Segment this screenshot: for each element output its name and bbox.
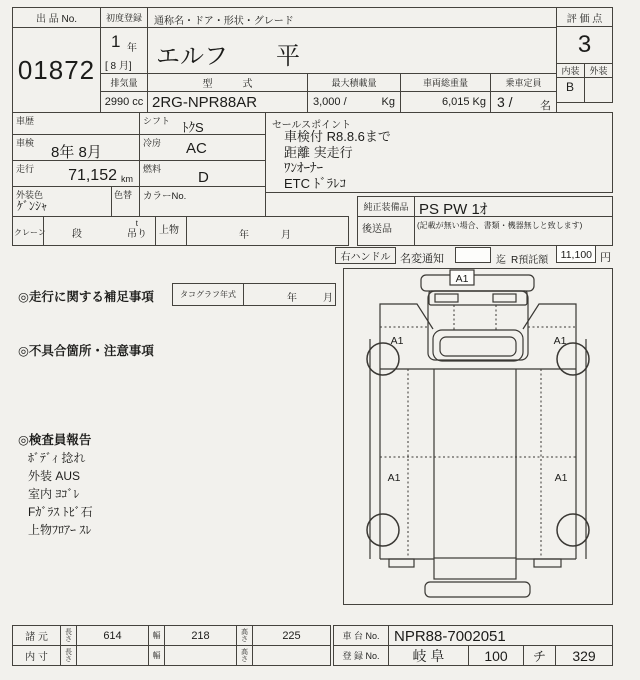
damage-mark-a1: A1 [554, 472, 568, 484]
mileage-note-heading: ◎走行に関する補足事項 [18, 290, 154, 304]
fuel-label: 燃料 [143, 164, 162, 174]
color-no-label: カラーNo. [143, 191, 187, 202]
superstructure-month-label: 月 [281, 230, 291, 241]
damage-mark-a1: A1 [390, 335, 404, 347]
interior-label: 内装 [556, 63, 585, 78]
inspector-report-item: ﾎﾞﾃﾞｨ 捻れ [28, 451, 86, 465]
interior-grade-cell [556, 77, 585, 103]
aircon-cell [139, 134, 266, 161]
truck-top-view [344, 269, 612, 604]
length-label-cell [60, 625, 77, 646]
capacity-value: 3 / [497, 94, 513, 110]
sales-point-line: ETC ﾄﾞﾗﾚｺ [284, 175, 347, 191]
mileage-value: 71,152 [68, 167, 117, 184]
steering-badge: 右ハンドル [335, 247, 396, 264]
tachograph-label: タコグラフ年式 [173, 284, 244, 305]
capacity-unit: 名 [540, 100, 551, 112]
first-registration-label: 初度登録 [100, 7, 148, 28]
sales-point-line: 距離 実走行 [284, 144, 353, 160]
first-registration-year-unit: 年 [127, 43, 137, 54]
tachograph-month-label: 月 [323, 293, 333, 304]
yen-label: 円 [600, 252, 611, 264]
vehicle-name-label: 通称名・ドア・形状・グレード [154, 16, 294, 27]
capacity-label: 乗車定員 [490, 73, 557, 92]
shift-value: ﾄｸS [182, 120, 204, 135]
height-label-cell [236, 645, 253, 666]
damage-mark-a1: A1 [387, 472, 401, 484]
tachograph-year-label: 年 [287, 293, 297, 304]
spec-length-value: 614 [76, 625, 149, 646]
model-code-value: 2RG-NPR88AR [152, 94, 258, 111]
exterior-color-cell [12, 186, 112, 217]
crane-cell [12, 216, 44, 246]
inspection-label: 車検 [16, 138, 35, 148]
sales-points-label: セールスポイント [272, 120, 352, 131]
max-load-unit: Kg [381, 96, 395, 108]
recycle-deposit-label: R預託額 [511, 255, 549, 266]
inner-length-value [76, 645, 149, 666]
exterior-label: 外装 [584, 63, 613, 78]
max-load-value: 3,000 / [313, 96, 347, 108]
genuine-equipment-value: PS PW 1ｵ [419, 201, 488, 218]
gross-weight-label: 車両総重量 [400, 73, 491, 92]
exterior-color-label: 外装色 [16, 190, 44, 200]
lot-number: 01872 [12, 27, 101, 113]
grade-score: 3 [556, 26, 613, 64]
fuel-cell [139, 160, 266, 187]
mileage-label: 走行 [16, 164, 35, 174]
later-items-note-cell [414, 216, 613, 246]
inner-width-value [164, 645, 237, 666]
damage-mark-a1: A1 [455, 273, 469, 285]
sales-points-box [265, 112, 613, 193]
aircon-value: AC [186, 140, 207, 157]
registration-kana: チ [523, 645, 556, 666]
sales-point-line: ﾜﾝｵｰﾅｰ [284, 160, 323, 175]
genuine-equipment-label: 純正装備品 [357, 196, 415, 217]
model-code-label: 型 式 [147, 73, 308, 92]
inner-row-label: 内 寸 [12, 645, 61, 666]
first-registration [100, 27, 148, 74]
superstructure-label: 上物 [159, 225, 179, 236]
model-code-cell [147, 91, 308, 113]
mileage-unit: km [121, 174, 133, 184]
tachograph-box [172, 283, 336, 306]
first-registration-month: [ 8 月] [105, 61, 132, 72]
registration-class: 100 [468, 645, 524, 666]
interior-grade: B [566, 80, 575, 94]
registration-no-label: 登 録 No. [333, 645, 389, 666]
sales-points-list [284, 129, 391, 191]
genuine-equipment-cell [414, 196, 613, 217]
inspector-report-heading: ◎検査員報告 [18, 433, 92, 447]
height-label-cell [236, 625, 253, 646]
registration-area: 岐 阜 [388, 645, 469, 666]
history-cell [12, 112, 140, 135]
length-label: 長さ [65, 628, 72, 643]
chassis-no-value: NPR88-7002051 [394, 628, 506, 645]
registration-number: 329 [555, 645, 613, 666]
name-change-label: 名変通知 [400, 253, 444, 265]
width-label: 幅 [148, 645, 165, 666]
superstructure-cell [155, 216, 187, 246]
chassis-no-cell [388, 625, 613, 646]
defects-heading: ◎不具合箇所・注意事項 [18, 344, 154, 358]
crane-ton-label: t [135, 219, 138, 228]
crane-label: クレーン [14, 228, 46, 237]
crane-step-label: 段 [72, 229, 82, 240]
until-label: 迄 [496, 255, 506, 266]
name-change-box [455, 247, 491, 263]
gross-weight-value: 6,015 Kg [441, 96, 486, 108]
superstructure-date-cell [186, 216, 349, 246]
color-no-cell [139, 186, 266, 217]
inspection-cell [12, 134, 140, 161]
length-label-cell [60, 645, 77, 666]
sales-point-line: 車検付 R8.8.6まで [284, 129, 391, 144]
later-items-cell [357, 216, 415, 246]
inspector-report-item: Fｶﾞﾗｽ ﾄﾋﾞ石 [28, 505, 93, 519]
crane-lift-label: 吊り [127, 229, 147, 240]
damage-mark-a1: A1 [553, 335, 567, 347]
recycle-deposit-value: 11,100 [556, 245, 596, 263]
inspector-report-item: 室内 ﾖｺﾞﾚ [28, 487, 80, 501]
height-label: 高さ [241, 648, 248, 663]
lot-number-label: 出 品 No. [12, 7, 101, 28]
width-label: 幅 [148, 625, 165, 646]
vehicle-name-cell [147, 27, 557, 74]
exterior-color-value: ｹﾞﾝｼｬ [17, 199, 48, 213]
inspector-report-item: 上物ﾌﾛｱｰ ｽﾚ [28, 523, 92, 537]
recolor-label: 色替 [114, 190, 133, 200]
gross-weight-cell [400, 91, 491, 113]
spec-row-label: 諸 元 [12, 625, 61, 646]
mileage-cell [12, 160, 140, 187]
spec-height-value: 225 [252, 625, 331, 646]
later-items-note: (記載が無い場合、書類・機器無しと致します) [417, 221, 583, 230]
grade-label: 評 価 点 [556, 7, 613, 27]
superstructure-year-label: 年 [239, 230, 249, 241]
max-load-label: 最大積載量 [307, 73, 401, 92]
vehicle-name-header [147, 7, 557, 28]
fuel-value: D [198, 169, 209, 186]
spec-width-value: 218 [164, 625, 237, 646]
shift-label: シフト [143, 116, 171, 126]
inspector-report-item: 外装 AUS [28, 469, 81, 483]
history-label: 車歴 [16, 116, 35, 126]
capacity-cell [490, 91, 557, 113]
vehicle-name: エルフ 平 [156, 43, 300, 70]
truck-diagram-box [343, 268, 613, 605]
recolor-cell [111, 186, 140, 217]
chassis-no-label: 車 台 No. [333, 625, 389, 646]
inspection-value: 8年 8月 [51, 144, 102, 161]
displacement-value: 2990 cc [100, 91, 148, 113]
length-label: 長さ [65, 648, 72, 663]
displacement-label: 排気量 [100, 73, 148, 92]
first-registration-year: 1 [111, 32, 121, 51]
exterior-grade-cell [584, 77, 613, 103]
later-items-label: 後送品 [362, 224, 392, 235]
aircon-label: 冷房 [143, 138, 162, 148]
shift-cell [139, 112, 266, 135]
crane-detail-cell [43, 216, 156, 246]
inner-height-value [252, 645, 331, 666]
height-label: 高さ [241, 628, 248, 643]
max-load-cell [307, 91, 401, 113]
